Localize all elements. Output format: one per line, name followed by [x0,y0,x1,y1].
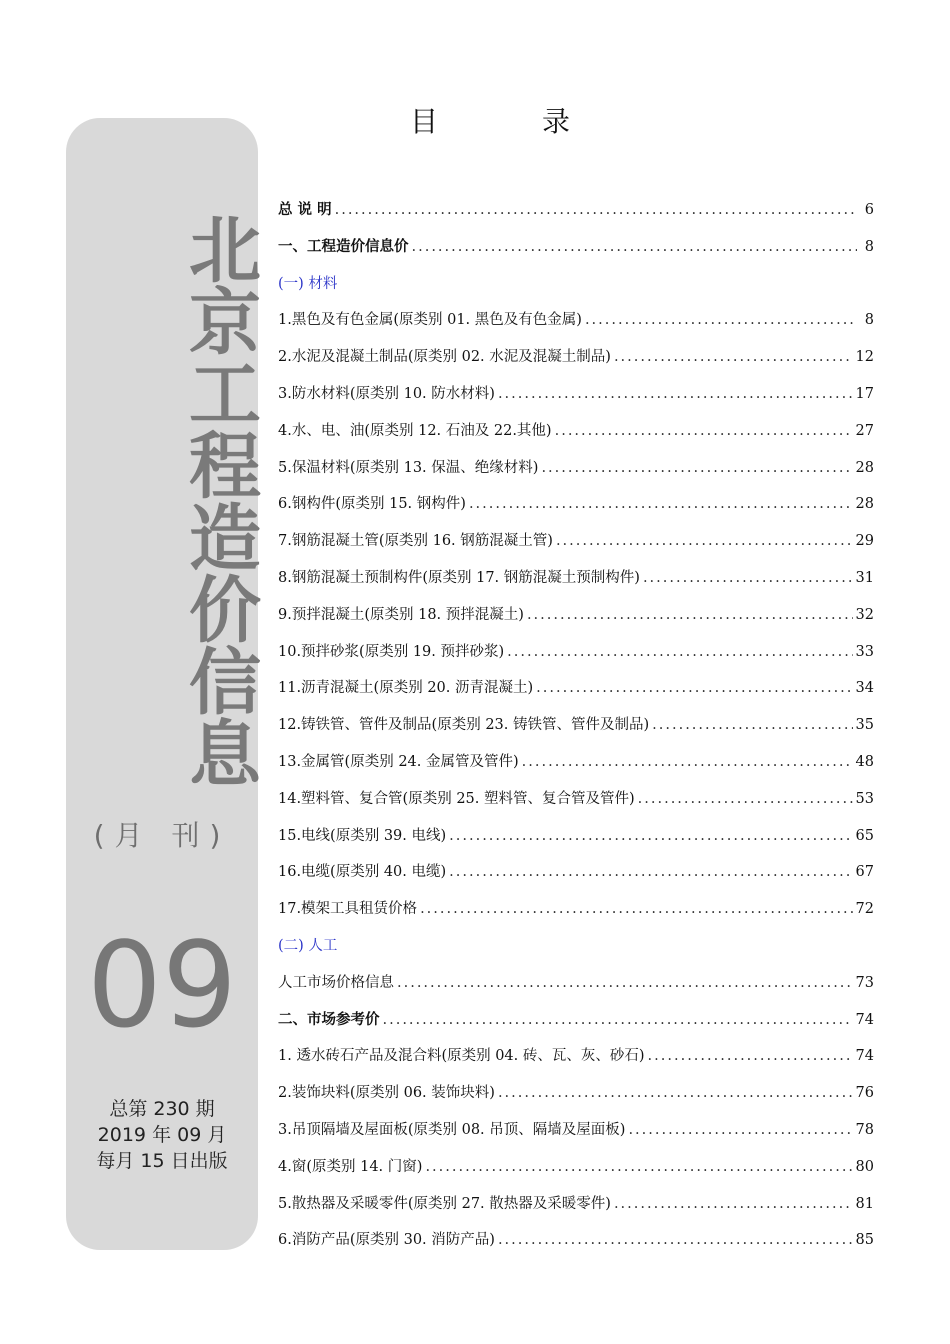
toc-entry-page: 33 [855,643,874,660]
toc-entry-title: 3.吊顶隔墙及屋面板(原类别 08. 吊顶、隔墙及屋面板) [278,1121,626,1138]
toc-entry-title: 15.电线(原类别 39. 电线) [278,827,447,844]
toc-entry-page: 8 [864,312,874,329]
toc-entry-page: 78 [855,1121,874,1138]
toc-entry-page: 74 [855,1011,874,1028]
toc-entry-title: (一) 材料 [278,275,338,292]
toc-entry[interactable] [278,824,874,861]
toc-entry-title: 人工市场价格信息 [278,974,394,991]
toc-entry[interactable] [278,897,874,934]
toc-leader-dots [536,680,852,696]
toc-entry-page: 74 [855,1048,874,1065]
toc-entry-title: 2.装饰块料(原类别 06. 装饰块料) [278,1085,495,1102]
toc-leader-dots [383,1012,853,1028]
toc-leader-dots [652,717,852,733]
toc-entry[interactable] [278,456,874,493]
issue-date: 2019 年 09 月 [97,1124,227,1146]
toc-entry[interactable] [278,308,874,345]
toc-entry-title: 二、市场参考价 [278,1011,380,1028]
toc-entry-title: 6.消防产品(原类别 30. 消防产品) [278,1232,495,1249]
toc-entry[interactable] [278,198,874,235]
toc-entry-title: (二) 人工 [278,937,338,954]
toc-entry[interactable] [278,603,874,640]
toc-leader-dots [541,460,852,476]
toc-section-heading [278,272,874,309]
toc-entry-page: 72 [855,901,874,918]
toc-heading-left: 目 [410,105,439,138]
toc-entry-title: 12.铸铁管、管件及制品(原类别 23. 铸铁管、管件及制品) [278,717,650,734]
toc-entry-page: 6 [864,202,874,218]
toc-leader-dots [556,533,853,549]
magazine-title [66,180,262,820]
toc-entry-title: 4.窗(原类别 14. 门窗) [278,1158,423,1175]
toc-leader-dots [469,496,853,512]
toc-entry[interactable] [278,713,874,750]
toc-leader-dots [425,1159,852,1175]
toc-leader-dots [449,828,852,844]
title-char: 价 [177,572,262,644]
toc-entry[interactable] [278,235,874,272]
table-of-contents [278,198,874,1265]
toc-entry-page: 35 [855,717,874,734]
toc-entry-page: 85 [855,1232,874,1249]
toc-section-heading [278,934,874,971]
toc-leader-dots [555,423,853,439]
toc-leader-dots [335,202,857,218]
toc-entry-title: 8.钢筋混凝土预制构件(原类别 17. 钢筋混凝土预制构件) [278,569,640,586]
toc-leader-dots [507,644,852,660]
toc-entry-page: 34 [855,680,874,697]
title-char: 北 [177,212,262,284]
toc-entry-page: 53 [855,790,874,807]
toc-entry-title: 1. 透水砖石产品及混合料(原类别 04. 砖、瓦、灰、砂石) [278,1048,645,1065]
title-char: 息 [177,716,262,788]
toc-leader-dots [397,975,853,991]
cover-sidebar [66,118,262,1250]
toc-entry-page: 65 [855,827,874,844]
toc-leader-dots [648,1048,853,1064]
toc-entry[interactable] [278,1228,874,1265]
toc-leader-dots [449,864,852,880]
toc-heading-right: 录 [541,105,570,138]
toc-leader-dots [638,791,853,807]
toc-leader-dots [527,607,853,623]
issue-info [66,1096,258,1174]
publish-schedule: 每月 15 日出版 [96,1150,228,1172]
toc-leader-dots [522,754,853,770]
toc-entry-page: 29 [855,533,874,550]
toc-leader-dots [498,386,853,402]
toc-entry[interactable] [278,971,874,1008]
toc-entry[interactable] [278,1155,874,1192]
toc-entry[interactable] [278,492,874,529]
toc-entry-title: 13.金属管(原类别 24. 金属管及管件) [278,753,519,770]
toc-entry[interactable] [278,1008,874,1045]
toc-entry-page: 31 [855,569,874,586]
toc-entry-title: 11.沥青混凝土(原类别 20. 沥青混凝土) [278,680,534,697]
toc-entry[interactable] [278,1044,874,1081]
toc-entry-page: 80 [855,1158,874,1175]
toc-entry-page: 12 [855,349,874,366]
toc-entry[interactable] [278,860,874,897]
toc-entry-title: 17.模架工具租赁价格 [278,901,418,918]
toc-entry-title: 16.电缆(原类别 40. 电缆) [278,864,447,881]
toc-entry-title: 10.预拌砂浆(原类别 19. 预拌砂浆) [278,643,505,660]
toc-leader-dots [420,901,852,917]
title-char: 信 [177,644,262,716]
toc-entry-title: 4.水、电、油(原类别 12. 石油及 22.其他) [278,422,552,439]
toc-entry-page: 17 [855,385,874,402]
toc-entry-title: 5.散热器及采暖零件(原类别 27. 散热器及采暖零件) [278,1195,611,1212]
toc-leader-dots [628,1122,852,1138]
toc-entry[interactable] [278,566,874,603]
toc-heading [410,100,570,140]
toc-entry[interactable] [278,419,874,456]
toc-entry-page: 67 [855,864,874,881]
toc-entry[interactable] [278,1192,874,1229]
toc-entry-page: 32 [855,606,874,623]
toc-entry-page: 8 [864,238,874,255]
title-char: 京 [177,284,262,356]
toc-entry-page: 73 [855,974,874,991]
title-char: 程 [177,428,262,500]
toc-leader-dots [498,1232,853,1248]
toc-entry-page: 28 [855,459,874,476]
toc-entry-title: 6.钢构件(原类别 15. 钢构件) [278,496,466,513]
toc-entry[interactable] [278,750,874,787]
toc-entry[interactable] [278,640,874,677]
toc-leader-dots [643,570,853,586]
toc-entry-title: 14.塑料管、复合管(原类别 25. 塑料管、复合管及管件) [278,790,635,807]
toc-entry-title: 2.水泥及混凝土制品(原类别 02. 水泥及混凝土制品) [278,349,611,366]
title-char: 工 [177,356,262,428]
toc-entry[interactable] [278,345,874,382]
monthly-label: (月 刊) [93,819,231,852]
toc-entry[interactable] [278,1118,874,1155]
toc-entry[interactable] [278,529,874,566]
toc-entry-page: 48 [855,753,874,770]
toc-entry-page: 76 [855,1085,874,1102]
title-char: 造 [177,500,262,572]
toc-entry-title: 3.防水材料(原类别 10. 防水材料) [278,385,495,402]
total-issue: 总第 230 期 [109,1098,215,1120]
issue-number: 09 [86,916,238,1054]
toc-leader-dots [412,239,858,255]
toc-entry-page: 27 [855,422,874,439]
toc-entry-title: 一、工程造价信息价 [278,238,409,255]
toc-entry[interactable] [278,382,874,419]
toc-leader-dots [614,349,853,365]
toc-entry-page: 81 [855,1195,874,1212]
toc-entry-page: 28 [855,496,874,513]
toc-entry-title: 1.黑色及有色金属(原类别 01. 黑色及有色金属) [278,312,582,329]
toc-entry-title: 总 说 明 [278,202,332,218]
toc-leader-dots [498,1085,853,1101]
toc-leader-dots [614,1196,853,1212]
toc-entry-title: 5.保温材料(原类别 13. 保温、绝缘材料) [278,459,539,476]
toc-leader-dots [585,312,857,328]
toc-entry[interactable] [278,787,874,824]
toc-entry[interactable] [278,676,874,713]
toc-entry[interactable] [278,1081,874,1118]
toc-entry-title: 9.预拌混凝土(原类别 18. 预拌混凝土) [278,606,524,623]
toc-entry-title: 7.钢筋混凝土管(原类别 16. 钢筋混凝土管) [278,533,553,550]
